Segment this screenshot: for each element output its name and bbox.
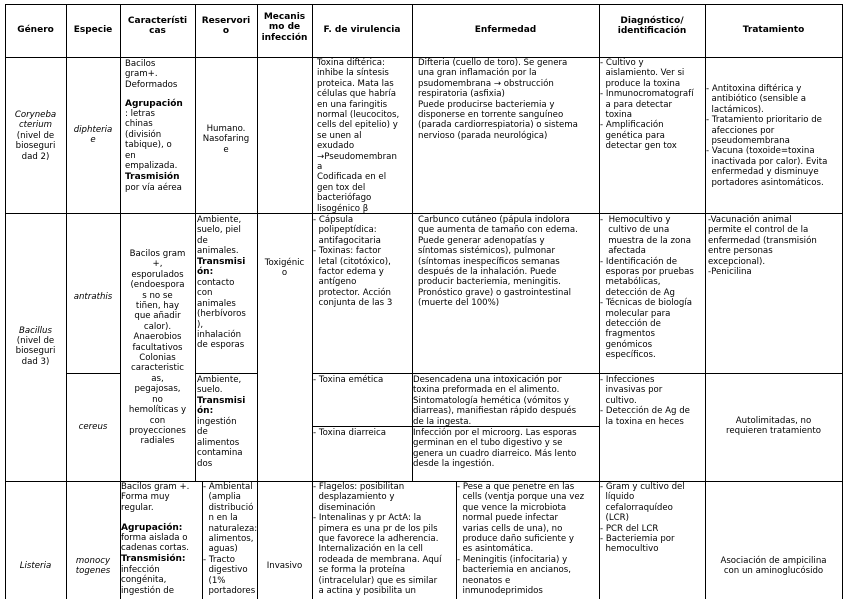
reservoir-text: Humano. Nasofaring e	[202, 124, 250, 155]
species-diphteriae: diphteria e	[73, 125, 113, 146]
disease-text: Carbunco cutáneo (pápula indolora que aumenta de tamaño con edema. Puede generar adenopatías y síntomas sistémicos), pulmonar (síntomas inespecíficos semanas después de la inhalación. Puede producir bacteriemia, meningitis. Pronóstico grave) o gastrointestinal (muerte del 100%)	[418, 215, 578, 309]
caract-agrupacion-label: Agrupación:	[121, 523, 183, 533]
species-cereus: cereus	[78, 422, 108, 432]
species-anthracis: antrathis	[73, 292, 113, 302]
disease-emetic: Desencadena una intoxicación por toxina preformada en el alimento. Sintomatología hemética (vómitos y diarreas), manifiestan rápido después de la ingesta.	[413, 375, 577, 427]
virulence-emetic-toxin: - Toxina emética	[313, 375, 384, 385]
disease-text: - Pese a que penetre en las cells (ventja porque una vez que vence la microbiota normal puede infectar varias cells de una), no produce daño suficiente y es asintomática. - Meningitis (infocitaria) y bacteriemia en ancianos, neonatos e inmunodeprimidos	[457, 482, 585, 597]
virulence-text: Toxina diftérica: inhibe la síntesis proteica. Mata las células que habría en una faringitis normal (leucocitos, cells del epitelio) y se unen al exudado →Pseudomembran a Codificada en el gen tox del bacteriófago lisogénico β	[317, 58, 400, 214]
grid-line	[66, 373, 120, 374]
header-caracteristicas: Característi cas	[127, 16, 188, 37]
caract-description: Bacilos gram +, esporulados (endoespora s no se tiñen, hay que añadir calor). Anaerobios facultativos Colonias caracteristic as, pegajosas, no hemolíticas y con proyecciones radiales	[128, 249, 187, 447]
genus-listeria: Listeria	[19, 561, 52, 571]
treatment-text: Autolimitadas, no requieren tratamiento	[726, 416, 821, 437]
reservoir-transmision-text: ingestión de alimentos contamina dos	[197, 417, 243, 469]
header-reservorio: Reservori o	[201, 16, 251, 37]
diagnosis-text: - Cultivo y aislamiento. Ver si produce la toxina - Inmunocromatografí a para detectar toxina - Amplificación genética para detectar gen tox	[600, 58, 694, 152]
header-especie: Especie	[73, 25, 113, 35]
reservoir-transmision-label: Transmisi ón:	[197, 396, 246, 417]
virulence-text: - Flagelos: posibilitan desplazamiento y diseminación - Intenalinas y pr ActA: la pimera es una pr de los pils que favorece la adherencia. Internalización en la cell rodeada de membrana. Aquí se forma la proteína (intracelular) que es similar a actina y posibilita un	[313, 482, 442, 597]
reservoir-text: Ambiente, suelo.	[197, 375, 242, 396]
genus-bacillus: Bacillus	[19, 326, 52, 336]
diagnosis-text: - Hemocultivo y cultivo de una muestra de la zona afectada - Identificación de esporas por pruebas metabólicas, detección de Ag - Técnicas de biología molecular para detección de fragmentos genómicos específicos.	[600, 215, 694, 361]
caract-transmision-text: por vía aérea	[125, 183, 182, 193]
caract-description: Bacilos gram +. Forma muy regular.	[121, 482, 190, 513]
treatment-text: -Vacunación animal permite el control de la enfermedad (transmisión entre personas excepcional). -Penicilina	[708, 215, 817, 278]
species-monocytogenes: monocy togenes	[75, 556, 111, 577]
caract-description: Bacilos gram+. Deformados	[125, 59, 178, 90]
grid-line	[5, 4, 6, 599]
header-tratamiento: Tratamiento	[742, 25, 805, 35]
reservoir-transmision-label: Transmisi ón:	[197, 257, 246, 278]
grid-line	[842, 4, 843, 599]
genus-biosafety-note: (nivel de bioseguri dad 2)	[15, 131, 56, 162]
header-enfermedad: Enfermedad	[474, 25, 537, 35]
header-genero: Género	[17, 25, 54, 35]
header-diagnostico: Diagnóstico/ identificación	[617, 16, 687, 37]
treatment-text: - Antitoxina diftérica y antibiótico (sensible a lactámicos). - Tratamiento prioritario de afecciones por pseudomembrana - Vacuna (toxoide=toxina inactivada por calor). Evita enfermedad y disminuye portadores asintomáticos.	[706, 84, 828, 188]
reservoir-text: Ambiente, suelo, piel de animales.	[197, 215, 242, 257]
grid-line	[5, 213, 843, 214]
reservoir-transmision-text: contacto con animales (herbívoros ), inhalación de esporas	[197, 278, 246, 351]
virulence-diarrheal-toxin: - Toxina diarreica	[313, 428, 387, 438]
header-mecanismo: Mecanis mo de infección	[261, 12, 308, 43]
mechanism-toxigenic: Toxigénic o	[264, 258, 305, 279]
caract-agrupacion-text: : letras chinas (división tabique), o en empalizada.	[125, 109, 178, 172]
caract-agrupacion-label: Agrupación	[125, 99, 183, 109]
grid-line	[195, 373, 257, 374]
diagnosis-text: - Infecciones invasivas por cultivo. - Detección de Ag de la toxina en heces	[600, 375, 690, 427]
disease-text: Difteria (cuello de toro). Se genera una gran inflamación por la psudomembrana → obstrucción respiratoria (asfixia) Puede producirse bacteriemia y disponerse en torrente sanguíneo (parada cardiorrespiatoria) o sistema nervioso (parada neurológica)	[418, 58, 578, 141]
disease-diarrheal: Infección por el microorg. Las esporas germinan en el tubo digestivo y se genera un cuadro diarreico. Más lento desde la ingestión.	[413, 428, 577, 470]
caract-transmision-label: Transmisión:	[121, 554, 186, 564]
reservoir-text: - Ambiental (amplia distribució n en la naturaleza: alimentos, aguas) - Tracto digestivo (1% portadores	[203, 482, 258, 597]
virulence-text: - Cápsula polipeptídica: antifagocitaria - Toxinas: factor letal (citotóxico), factor edema y antígeno protector. Acción conjunta de las 3	[313, 215, 393, 309]
caract-transmision-label: Trasmisión	[125, 172, 180, 182]
caract-agrupacion-text: forma aislada o cadenas cortas.	[121, 533, 190, 554]
treatment-text: Asociación de ampicilina con un aminoglucósido	[720, 556, 827, 577]
caract-transmision-text: infección congénita, ingestión de	[121, 565, 174, 596]
diagnosis-text: - Gram y cultivo del líquido cefalorraquídeo (LCR) - PCR del LCR - Bacteriemia por hemocultivo	[600, 482, 685, 555]
genus-corynebacterium: Coryneba cterium	[14, 110, 57, 131]
genus-biosafety-note: (nivel de bioseguri dad 3)	[15, 336, 56, 367]
mechanism-invasive: Invasivo	[266, 561, 303, 571]
header-virulencia: F. de virulencia	[323, 25, 401, 35]
grid-line	[195, 4, 196, 481]
grid-line	[312, 373, 843, 374]
grid-line	[257, 4, 258, 599]
grid-line	[5, 4, 843, 5]
